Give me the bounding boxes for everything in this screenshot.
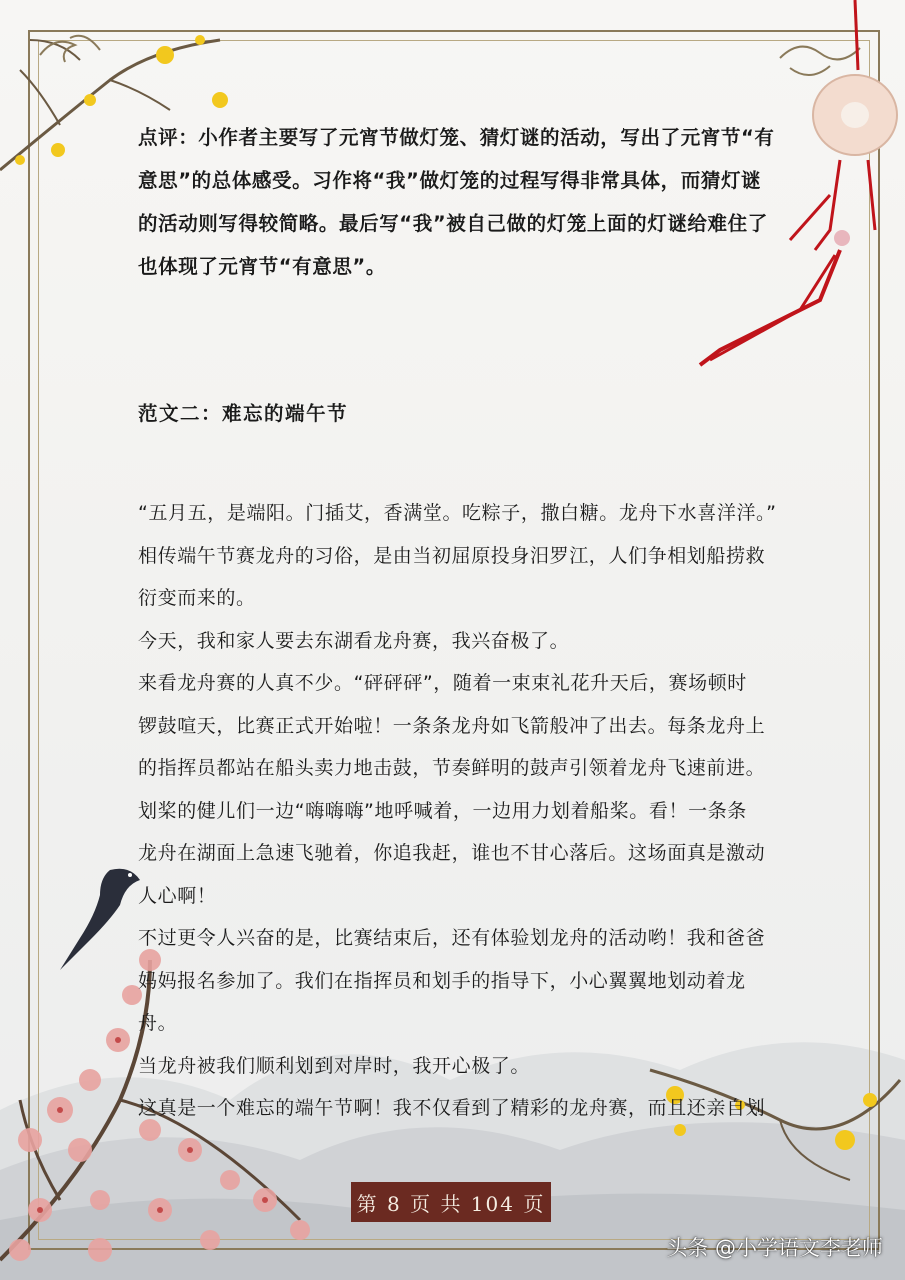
- essay-line: 衍变而来的。: [138, 587, 256, 609]
- essay-line: 今天，我和家人要去东湖看龙舟赛，我兴奋极了。: [138, 629, 570, 652]
- essay-line: 的指挥员都站在船头卖力地击鼓，节奏鲜明的鼓声引领着龙舟飞速前进。: [138, 757, 766, 779]
- source-watermark: 头条 @小学语文李老师: [666, 1236, 883, 1260]
- review-line: 意思”的总体感受。习作将“我”做灯笼的过程写得非常具体，而猜灯谜: [138, 169, 762, 192]
- essay-line: 当龙舟被我们顺利划到对岸时，我开心极了。: [138, 1054, 531, 1077]
- essay-body: [138, 492, 778, 1130]
- essay-line: 锣鼓喧天，比赛正式开始啦！一条条龙舟如飞箭般冲了出去。每条龙舟上: [138, 714, 766, 737]
- review-line: 也体现了元宵节“有意思”。: [138, 255, 386, 278]
- review-line: 点评：小作者主要写了元宵节做灯笼、猜灯谜的活动，写出了元宵节“有: [138, 126, 775, 149]
- review-line: 的活动则写得较简略。最后写“我”被自己做的灯笼上面的灯谜给难住了: [138, 212, 768, 235]
- essay-line: 龙舟在湖面上急速飞驰着，你追我赶，谁也不甘心落后。这场面真是激动: [138, 842, 766, 864]
- essay-line: 来看龙舟赛的人真不少。“砰砰砰”，随着一束束礼花升天后，赛场顿时: [138, 672, 747, 694]
- essay-line: 人心啊！: [138, 884, 217, 907]
- essay-heading: 范文二：难忘的端午节: [138, 402, 349, 425]
- page-number-bar: 第 8 页 共 104 页: [351, 1182, 551, 1222]
- essay-line: 不过更令人兴奋的是，比赛结束后，还有体验划龙舟的活动哟！我和爸爸: [138, 927, 766, 949]
- review-paragraph: [138, 116, 778, 288]
- essay-line: 这真是一个难忘的端午节啊！我不仅看到了精彩的龙舟赛，而且还亲自划: [138, 1097, 766, 1119]
- essay-line: “五月五，是端阳。门插艾，香满堂。吃粽子，撒白糖。龙舟下水喜洋洋。”: [138, 502, 777, 524]
- essay-line: 相传端午节赛龙舟的习俗，是由当初屈原投身汨罗江，人们争相划船捞救: [138, 544, 766, 567]
- essay-line: 划桨的健儿们一边“嗨嗨嗨”地呼喊着，一边用力划着船桨。看！一条条: [138, 799, 747, 822]
- essay-line: 妈妈报名参加了。我们在指挥员和划手的指导下，小心翼翼地划动着龙舟。: [138, 969, 746, 1034]
